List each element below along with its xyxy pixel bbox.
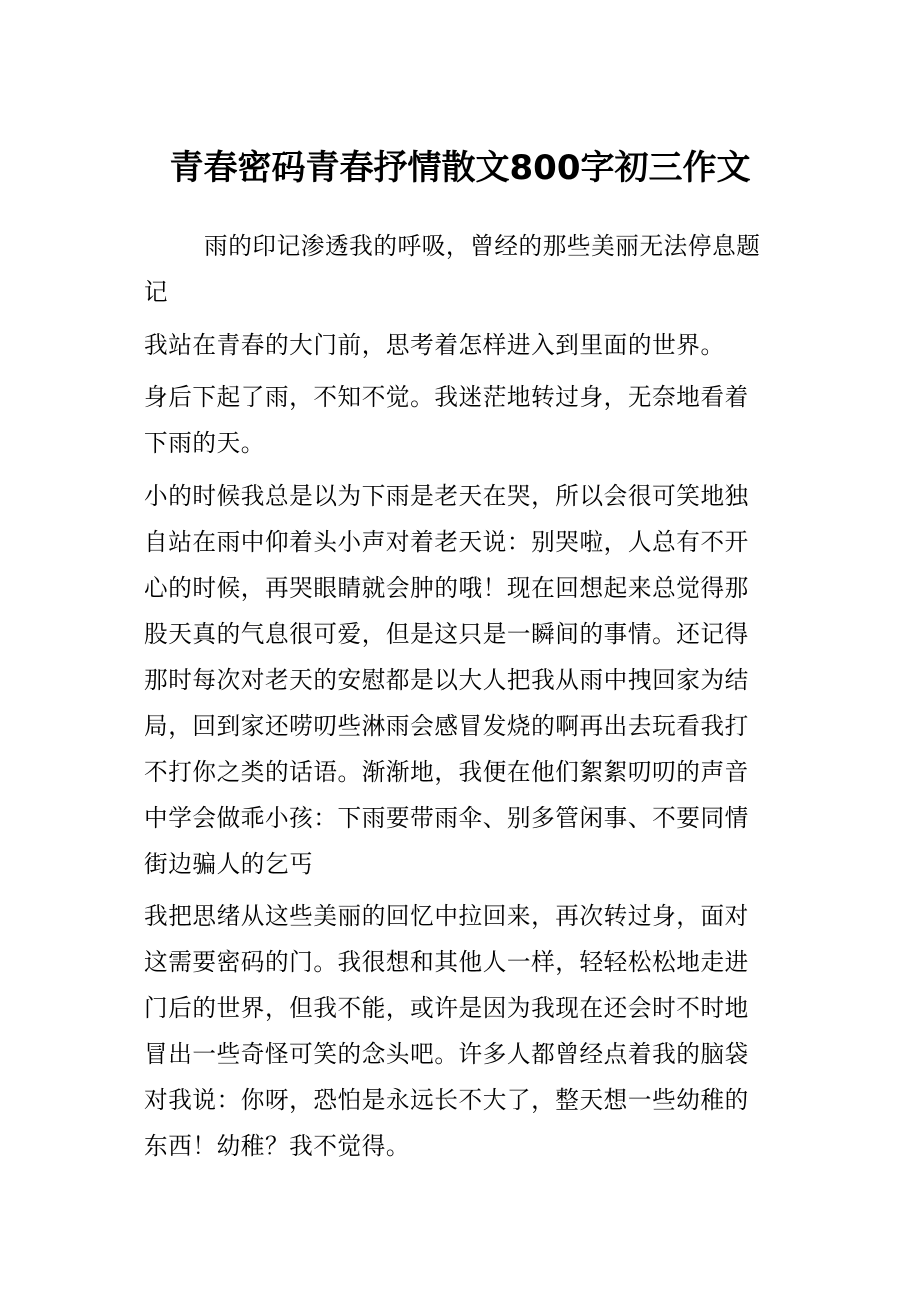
document-title: 青春密码青春抒情散文800字初三作文: [169, 148, 751, 188]
paragraph-epigraph: 雨的印记渗透我的呼吸，曾经的那些美丽无法停息题记: [144, 232, 761, 306]
paragraph: 我站在青春的大门前，思考着怎样进入到里面的世界。: [144, 330, 725, 359]
paragraph: 身后下起了雨，不知不觉。我迷茫地转过身，无奈地看着下雨的天。: [144, 383, 749, 457]
paragraph: 我把思绪从这些美丽的回忆中拉回来，再次转过身，面对这需要密码的门。我很想和其他人一样，轻轻松松地走进门后的世界，但我不能，或许是因为我现在还会时不时地冒出一些奇怪可笑的念头吧。许多人都曾经点着我的脑袋对我说：你呀，恐怕是永远长不大了，整天想一些幼稚的东西！幼稚？我不觉得。: [144, 902, 749, 1160]
paragraph: 小的时候我总是以为下雨是老天在哭，所以会很可笑地独自站在雨中仰着头小声对着老天说：别哭啦，人总有不开心的时候，再哭眼睛就会肿的哦！现在回想起来总觉得那股天真的气息很可爱，但是这只是一瞬间的事情。还记得那时每次对老天的安慰都是以大人把我从雨中拽回家为结局，回到家还唠叨些淋雨会感冒发烧的啊再出去玩看我打不打你之类的话语。渐渐地，我便在他们絮絮叨叨的声音中学会做乖小孩：下雨要带雨伞、别多管闲事、不要同情街边骗人的乞丐: [144, 481, 749, 878]
document-body: [144, 223, 766, 1176]
